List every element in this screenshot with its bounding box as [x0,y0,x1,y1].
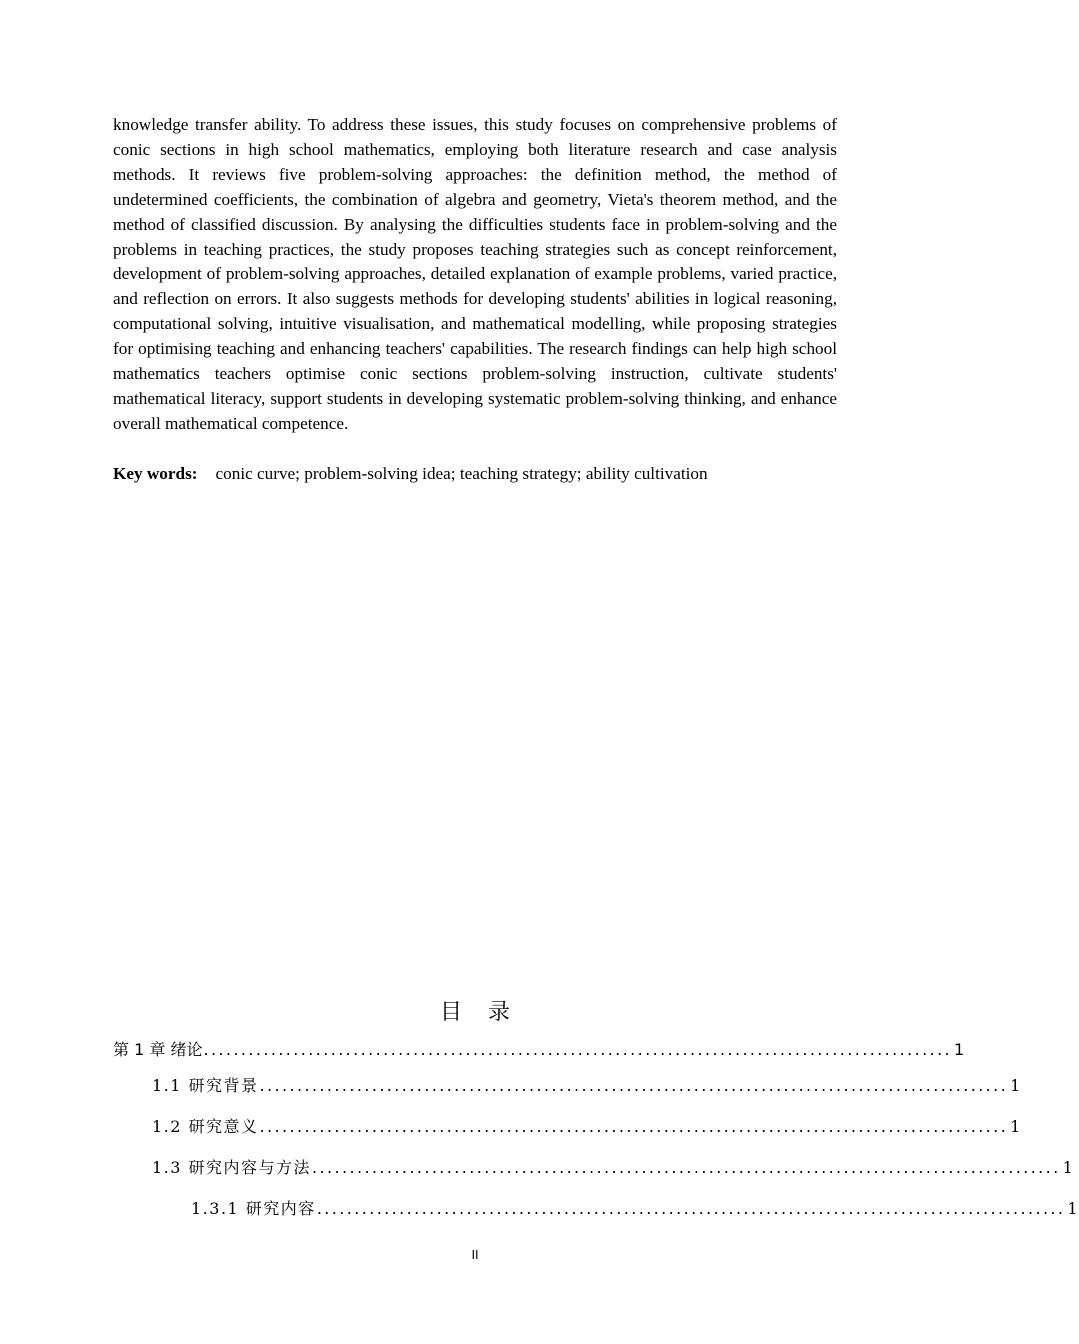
keywords-line [113,462,837,487]
toc-entry-label: 第 1 章 绪论 [113,1040,203,1059]
toc-entry-page: 1 [954,1040,965,1059]
toc-entry-label: 1.2 研究意义 [152,1117,259,1136]
toc-leader-dots: .................................................................................................... [259,1117,1009,1136]
toc-entry-page: 1 [1010,1076,1022,1095]
toc-entry-label: 1.3 研究内容与方法 [152,1158,312,1177]
toc-entry-1-3[interactable] [152,1155,1075,1179]
keywords-label: Key words: [113,464,198,483]
toc-entry-label: 1.3.1 研究内容 [191,1199,316,1218]
abstract-paragraph: knowledge transfer ability. To address these issues, this study focuses on comprehensive problems of conic sections in high school mathematics, employing both literature research and case analysis methods. It reviews five problem-solving approaches: the definition method, the method of undetermined coefficients, the combination of algebra and geometry, Vieta's theorem method, and the method of classified discussion. By analysing the difficulties students face in problem-solving and the problems in teaching practices, the study proposes teaching strategies such as concept reinforcement, development of problem-solving approaches, detailed explanation of example problems, varied practice, and reflection on errors. It also suggests methods for developing students' abilities in logical reasoning, computational solving, intuitive visualisation, and mathematical modelling, while proposing strategies for optimising teaching and enhancing teachers' capabilities. The research findings can help high school mathematics teachers optimise conic sections problem-solving instruction, cultivate students' mathematical literacy, support students in developing systematic problem-solving thinking, and enhance overall mathematical competence. [113,115,837,433]
toc-entry-1-2[interactable] [152,1114,1022,1138]
toc-entry-page: 1 [1062,1158,1075,1177]
toc-entry-chapter-1[interactable] [113,1037,965,1061]
toc-leader-dots: .................................................................................................... [312,1158,1061,1177]
toc-entry-1-3-1[interactable] [191,1196,1079,1220]
toc-entry-page: 1 [1010,1117,1022,1136]
toc-title: 目录 [439,1000,536,1025]
keywords-text: conic curve; problem-solving idea; teaching strategy; ability cultivation [215,464,708,483]
toc-leader-dots: .................................................................................................... [203,1040,953,1059]
toc-entry-page: 1 [1067,1199,1079,1218]
toc-entry-1-1[interactable] [152,1073,1022,1097]
toc-entry-label: 1.1 研究背景 [152,1076,259,1095]
page-number: II [471,1248,479,1262]
toc-leader-dots: .................................................................................................... [259,1076,1009,1095]
toc-leader-dots: .................................................................................................... [316,1199,1066,1218]
